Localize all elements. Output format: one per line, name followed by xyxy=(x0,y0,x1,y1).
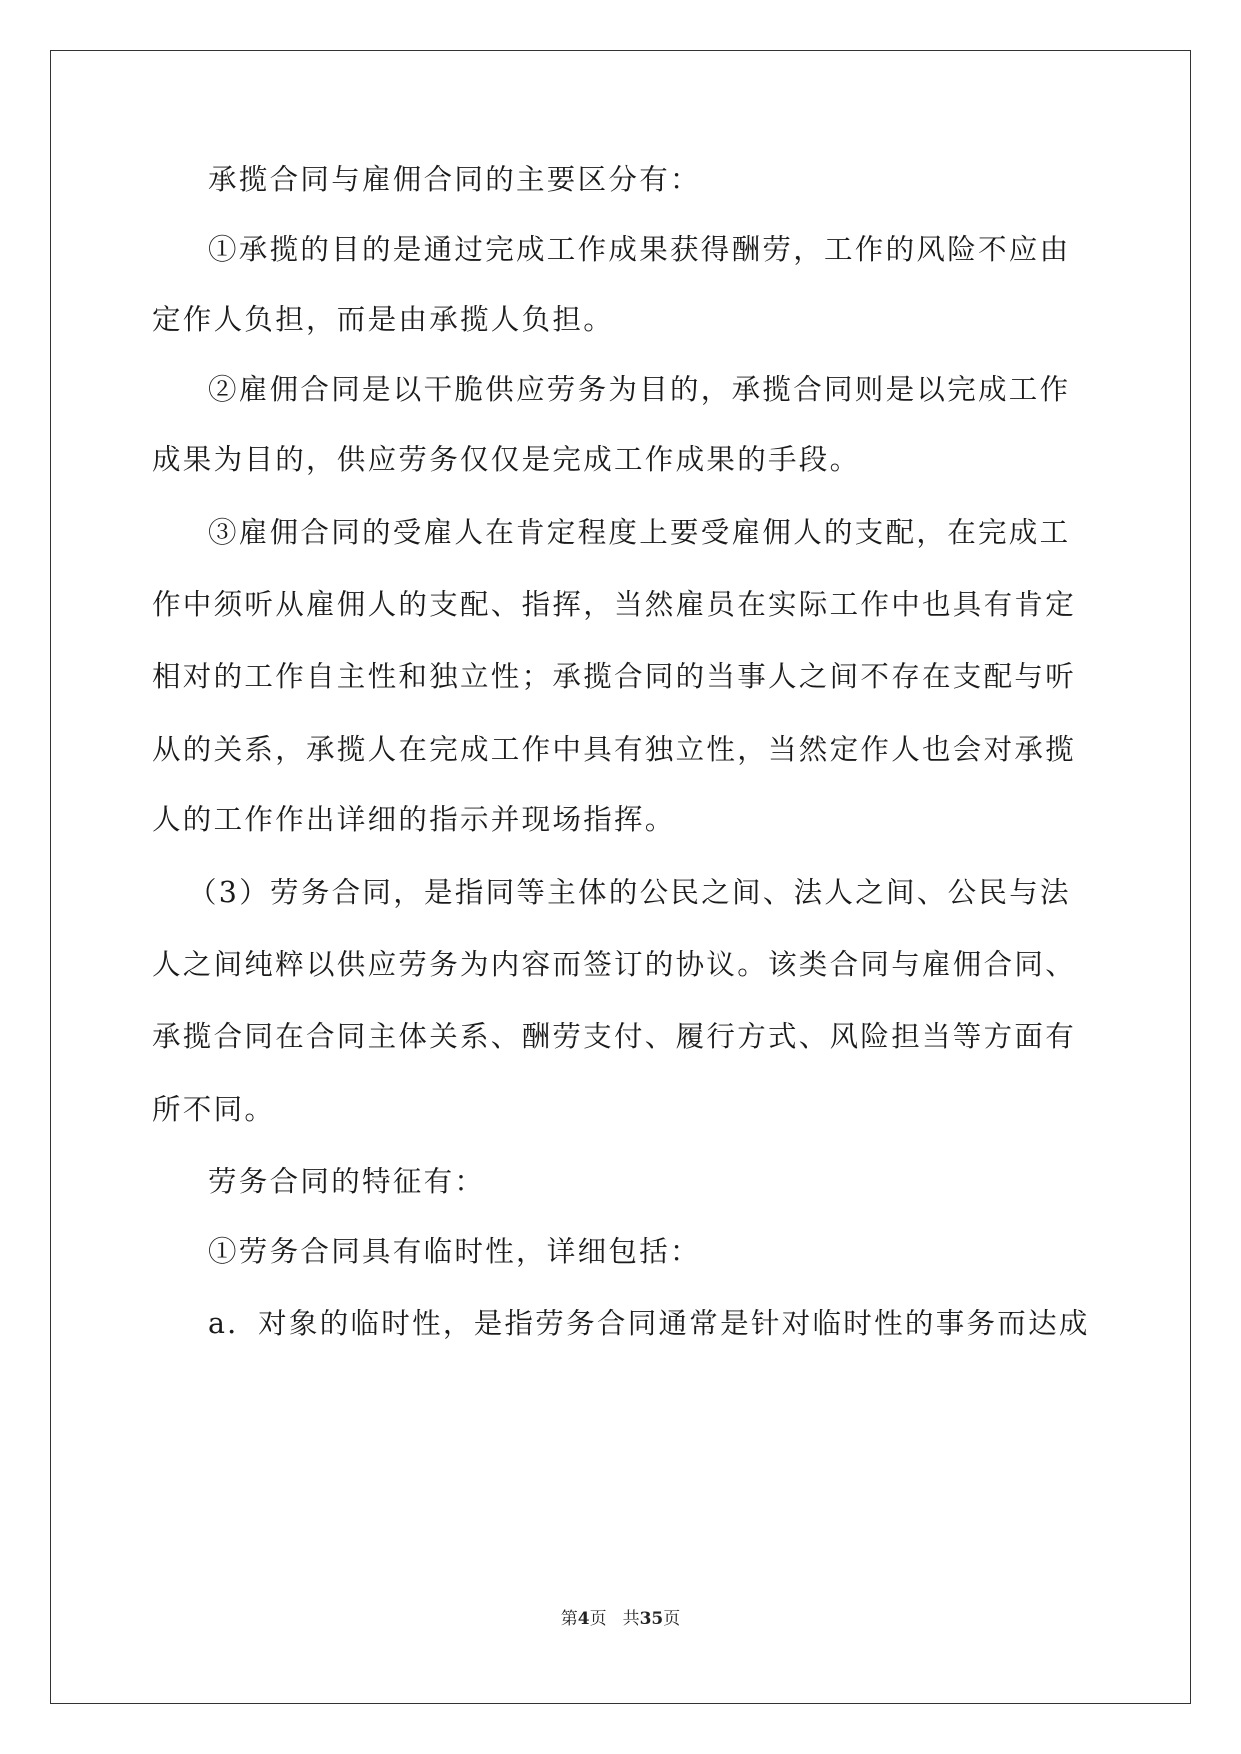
text-line-4: ②雇佣合同是以干脆供应劳务为目的，承揽合同则是以完成工作 xyxy=(208,373,1071,406)
page-current: 4 xyxy=(577,1609,590,1629)
total-suffix: 页 xyxy=(663,1609,681,1629)
text-line-1: 承揽合同与雇佣合同的主要区分有： xyxy=(208,163,701,196)
total-prefix: 共 xyxy=(622,1609,640,1629)
text-line-15: 劳务合同的特征有： xyxy=(208,1165,486,1198)
text-line-16: ①劳务合同具有临时性，详细包括： xyxy=(208,1235,701,1268)
text-line-2: ①承揽的目的是通过完成工作成果获得酬劳，工作的风险不应由 xyxy=(208,233,1071,266)
text-line-7: 作中须听从雇佣人的支配、指挥，当然雇员在实际工作中也具有肯定 xyxy=(152,588,1077,621)
page-total: 35 xyxy=(639,1609,664,1629)
text-line-14: 所不同。 xyxy=(152,1093,276,1126)
text-line-9: 从的关系，承揽人在完成工作中具有独立性，当然定作人也会对承揽 xyxy=(152,733,1077,766)
text-line-5: 成果为目的，供应劳务仅仅是完成工作成果的手段。 xyxy=(152,443,861,476)
page-footer xyxy=(0,1604,1241,1629)
text-line-11: （3）劳务合同，是指同等主体的公民之间、法人之间、公民与法 xyxy=(188,876,1071,909)
page-prefix: 第 xyxy=(560,1609,578,1629)
text-line-13: 承揽合同在合同主体关系、酬劳支付、履行方式、风险担当等方面有 xyxy=(152,1020,1077,1053)
page-suffix: 页 xyxy=(589,1609,607,1629)
text-line-3: 定作人负担，而是由承揽人负担。 xyxy=(152,303,615,336)
text-line-12: 人之间纯粹以供应劳务为内容而签订的协议。该类合同与雇佣合同、 xyxy=(152,948,1077,981)
text-line-8: 相对的工作自主性和独立性；承揽合同的当事人之间不存在支配与听 xyxy=(152,660,1077,693)
text-line-17: a．对象的临时性，是指劳务合同通常是针对临时性的事务而达成 xyxy=(208,1307,1090,1340)
text-line-6: ③雇佣合同的受雇人在肯定程度上要受雇佣人的支配，在完成工 xyxy=(208,516,1071,549)
text-line-10: 人的工作作出详细的指示并现场指挥。 xyxy=(152,803,676,836)
